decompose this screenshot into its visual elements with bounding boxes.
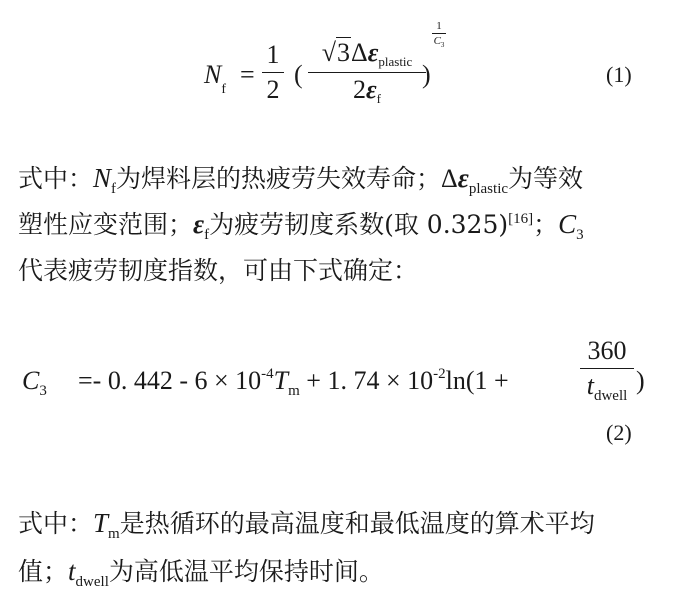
equation-1 xyxy=(0,20,680,130)
equation-number-2: (2) xyxy=(606,420,632,445)
eq1-right-paren: ) xyxy=(422,60,431,89)
para1-line-1: 式中：$N_f$为焊料层的热疲劳失效寿命；$\Delta\varepsilon_{plastic}$为等效 xyxy=(18,163,584,197)
para2-line-2: 值；$t_{dwell}$为高低温平均保持时间。 xyxy=(18,556,384,590)
eq1-equals: = xyxy=(240,60,255,89)
citation: [16] xyxy=(508,211,534,227)
fraction-bar xyxy=(432,33,446,34)
eq2-right-paren: ) xyxy=(636,366,645,395)
eq1-numerator: √3Δεplastic xyxy=(321,38,413,69)
sqrt-symbol: √3 xyxy=(321,38,350,67)
fraction-bar xyxy=(308,72,426,73)
paragraph-2 xyxy=(18,502,668,598)
para1-line-3: 代表疲劳韧度指数，可由下式确定： xyxy=(18,256,419,285)
eq2-rhs: =- 0. $442 - 6 \times 10^{-4}T_m + 1$. $74 \times 10^{-2}\ln(1$ + xyxy=(78,366,509,399)
eq1-main-fraction xyxy=(308,38,426,105)
eq2-lhs: $C_3$ xyxy=(22,366,47,399)
eq1-half-fraction: 1 2 xyxy=(262,40,284,105)
eq1-lhs: $N_f$ xyxy=(204,60,227,98)
equation-number-1: (1) xyxy=(606,62,632,87)
para2-line-1: 式中：$T_m$是热循环的最高温度和最低温度的算术平均 xyxy=(18,508,595,542)
eq1-left-paren: ( xyxy=(294,60,303,89)
para1-line-2: 塑性应变范围；$\varepsilon_f$为疲劳韧度系数(取 0.325)[16]；$C_3$ xyxy=(18,209,584,243)
eq2-fraction: 360 $t_{dwell}$ xyxy=(580,336,634,401)
eq1-exponent: 1 $C_3$ xyxy=(433,20,445,50)
fraction-bar xyxy=(262,72,284,73)
eq1-denominator: 2εf xyxy=(352,75,381,106)
paragraph-1 xyxy=(18,158,668,291)
equation-2 xyxy=(22,336,672,456)
fraction-bar xyxy=(580,368,634,369)
